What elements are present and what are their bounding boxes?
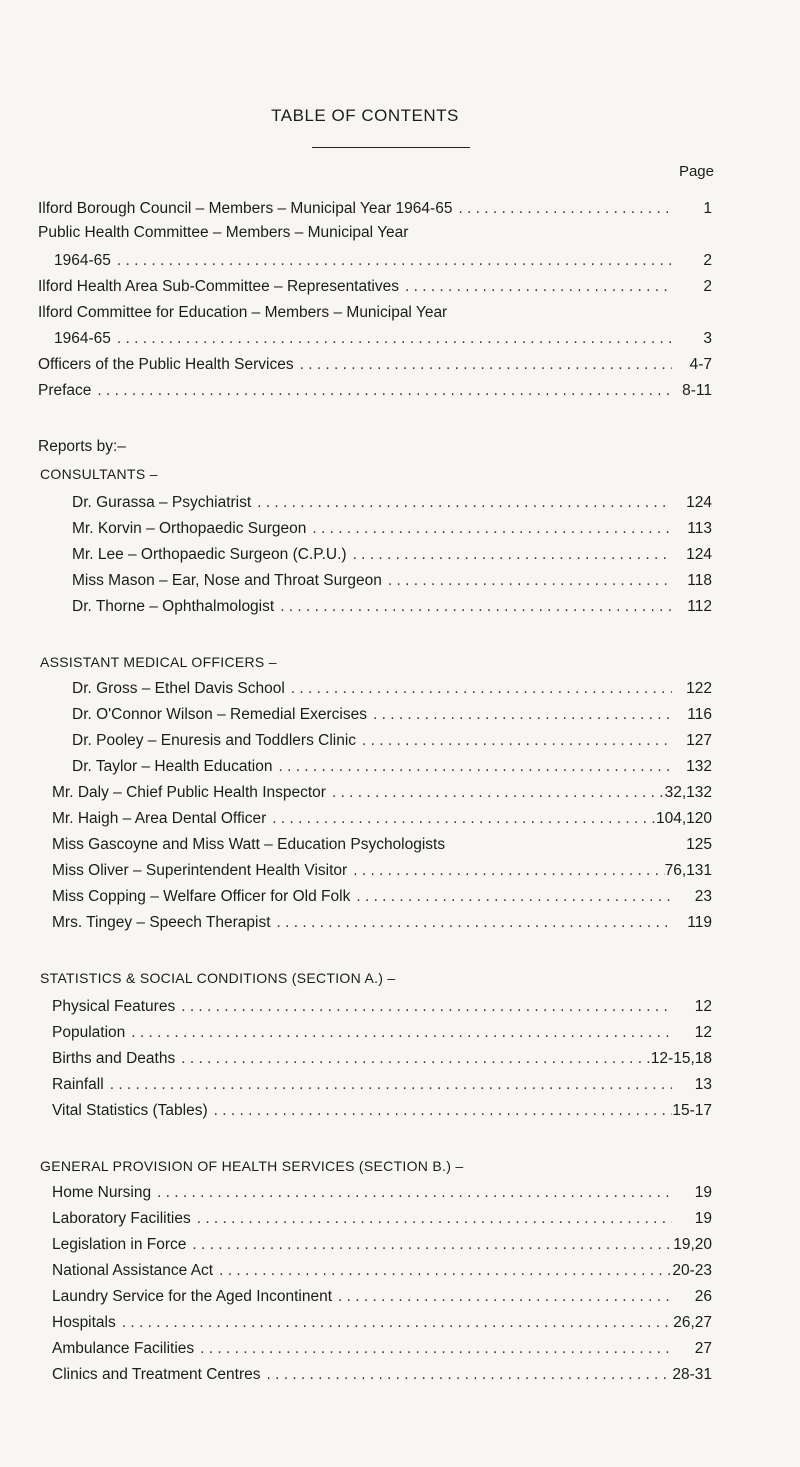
toc-entry[interactable]: Hospitals . . . 26,27 — [52, 1314, 712, 1336]
section-b-heading: GENERAL PROVISION OF HEALTH SERVICES (SECTION B.) – — [40, 1158, 464, 1174]
toc-entry[interactable]: Physical Features . . . 12 — [52, 998, 712, 1020]
toc-entry[interactable]: Miss Mason – Ear, Nose and Throat Surgeon . . . 118 — [72, 572, 712, 594]
toc-entry[interactable]: Laboratory Facilities . . . 19 — [52, 1210, 712, 1232]
toc-entry[interactable]: Ilford Borough Council – Members – Municipal Year 1964-65 . . . 1 — [38, 200, 712, 222]
toc-entry[interactable]: Legislation in Force . . . 19,20 — [52, 1236, 712, 1258]
toc-entry[interactable]: Ilford Committee for Education – Members – Municipal Year — [38, 304, 448, 321]
toc-entry[interactable]: Mr. Daly – Chief Public Health Inspector . . . 32,132 — [52, 784, 712, 806]
toc-entry[interactable]: Ambulance Facilities . . . 27 — [52, 1340, 712, 1362]
toc-entry[interactable]: Births and Deaths . . . 12-15,18 — [52, 1050, 712, 1072]
page-title: TABLE OF CONTENTS — [271, 106, 459, 125]
toc-entry[interactable]: Vital Statistics (Tables) . . . 15-17 — [52, 1102, 712, 1124]
toc-entry[interactable]: National Assistance Act . . . 20-23 — [52, 1262, 712, 1284]
consultants-heading: CONSULTANTS – — [40, 466, 158, 482]
toc-entry[interactable]: Home Nursing . . . 19 — [52, 1184, 712, 1206]
toc-entry[interactable]: Dr. Thorne – Ophthalmologist . . . 112 — [72, 598, 712, 620]
toc-entry[interactable]: Miss Gascoyne and Miss Watt – Education Psychologists 125 — [52, 836, 712, 853]
toc-entry[interactable]: Laundry Service for the Aged Incontinent . . . 26 — [52, 1288, 712, 1310]
toc-entry[interactable]: Mrs. Tingey – Speech Therapist . . . 119 — [52, 914, 712, 936]
toc-entry[interactable]: Dr. Gurassa – Psychiatrist . . . 124 — [72, 494, 712, 516]
toc-entry[interactable]: 1964-65 . . . 3 — [54, 330, 712, 352]
page-column-heading: Page — [678, 163, 714, 180]
toc-entry[interactable]: Mr. Korvin – Orthopaedic Surgeon . . . 113 — [72, 520, 712, 542]
toc-entry[interactable]: Dr. Pooley – Enuresis and Toddlers Clinic . . . 127 — [72, 732, 712, 754]
title-underline — [312, 147, 470, 148]
toc-entry[interactable]: Clinics and Treatment Centres . . . 28-31 — [52, 1366, 712, 1388]
toc-entry[interactable]: Mr. Lee – Orthopaedic Surgeon (C.P.U.) . . . 124 — [72, 546, 712, 568]
toc-entry[interactable]: 1964-65 . . . 2 — [54, 252, 712, 274]
toc-entry[interactable]: Population . . . 12 — [52, 1024, 712, 1046]
toc-entry[interactable]: Dr. O'Connor Wilson – Remedial Exercises . . . 116 — [72, 706, 712, 728]
section-a-heading: STATISTICS & SOCIAL CONDITIONS (SECTION A.) – — [40, 970, 396, 986]
toc-entry[interactable]: Dr. Gross – Ethel Davis School . . . 122 — [72, 680, 712, 702]
toc-entry[interactable]: Officers of the Public Health Services . . . 4-7 — [38, 356, 712, 378]
assistant-medical-officers-heading: ASSISTANT MEDICAL OFFICERS – — [40, 654, 277, 670]
toc-entry[interactable]: Ilford Health Area Sub-Committee – Representatives . . . 2 — [38, 278, 712, 300]
toc-entry[interactable]: Dr. Taylor – Health Education . . . 132 — [72, 758, 712, 780]
toc-entry[interactable]: Preface . . . 8-11 — [38, 382, 712, 404]
toc-entry[interactable]: Public Health Committee – Members – Municipal Year — [38, 224, 409, 241]
toc-entry[interactable]: Miss Oliver – Superintendent Health Visitor . . . 76,131 — [52, 862, 712, 884]
toc-entry[interactable]: Mr. Haigh – Area Dental Officer . . . 104,120 — [52, 810, 712, 832]
reports-by-label: Reports by:– — [38, 438, 126, 455]
toc-entry[interactable]: Miss Copping – Welfare Officer for Old Folk . . . 23 — [52, 888, 712, 910]
toc-entry[interactable]: Rainfall . . . 13 — [52, 1076, 712, 1098]
